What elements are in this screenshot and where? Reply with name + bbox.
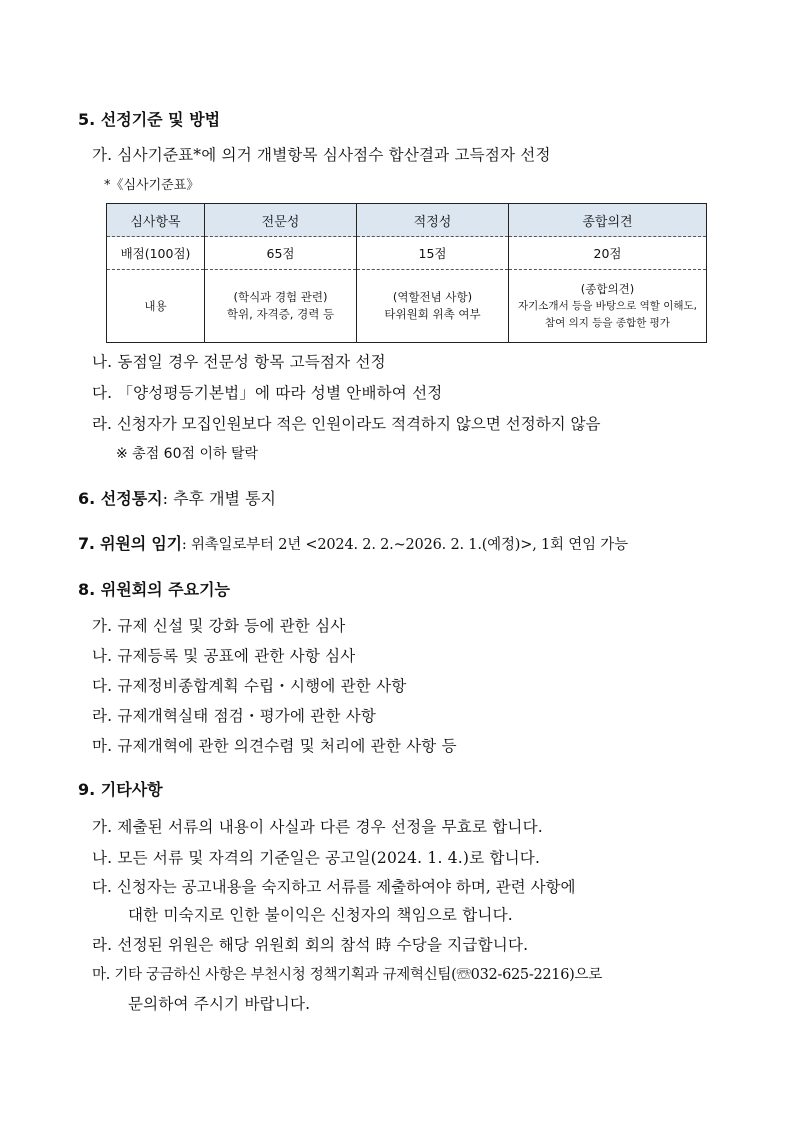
table-header-cell: 종합의견 <box>509 204 707 237</box>
table-cell: 65점 <box>205 237 357 270</box>
section-6 <box>78 489 276 509</box>
section-9-item-ga: 가. 제출된 서류의 내용이 사실과 다른 경우 선정을 무효로 합니다. <box>92 818 543 836</box>
section-9-item-ma-line1: 마. 기타 궁금하신 사항은 부천시청 정책기획과 규제혁신팀(☏032-625-2216)으로 <box>92 967 602 983</box>
table-cell: 20점 <box>509 237 707 270</box>
section-8-item: 다. 규제정비종합계획 수립・시행에 관한 사항 <box>92 677 407 695</box>
section-5-item-na: 나. 동점일 경우 전문성 항목 고득점자 선정 <box>92 353 386 371</box>
section-8-item: 라. 규제개혁실태 점검・평가에 관한 사항 <box>92 707 377 725</box>
cell-line: 자기소개서 등을 바탕으로 역할 이해도, <box>518 299 697 312</box>
section-9-item-ra: 라. 선정된 위원은 해당 위원회 회의 참석 時 수당을 지급합니다. <box>92 936 529 954</box>
table-content-row <box>107 270 707 343</box>
section-5-item-ra: 라. 신청자가 모집인원보다 적은 인원이라도 적격하지 않으면 선정하지 않음 <box>92 415 601 433</box>
section-5-item-ga: 가. 심사기준표*에 의거 개별항목 심사점수 합산결과 고득점자 선정 <box>92 146 551 164</box>
section-8-title: 8. 위원회의 주요기능 <box>78 580 230 599</box>
section-8-item: 마. 규제개혁에 관한 의견수렴 및 처리에 관한 사항 등 <box>92 737 457 755</box>
table-cell: 내용 <box>107 270 205 343</box>
table-cell-overall <box>509 270 707 343</box>
cell-line: 참여 의지 등을 종합한 평가 <box>545 316 670 329</box>
table-header-cell: 적정성 <box>357 204 509 237</box>
section-9-item-da-line2: 대한 미숙지로 인한 불이익은 신청자의 책임으로 합니다. <box>128 906 513 924</box>
section-8-item: 가. 규제 신설 및 강화 등에 관한 심사 <box>92 617 346 635</box>
table-cell-suitability <box>357 270 509 343</box>
criteria-table <box>106 203 707 343</box>
section-7-label: 7. 위원의 임기 <box>78 534 182 553</box>
section-5-note: ※ 총점 60점 이하 탈락 <box>116 446 259 462</box>
cell-line: (종합의견) <box>580 281 635 296</box>
table-score-row <box>107 237 707 270</box>
table-header-row <box>107 204 707 237</box>
section-6-label: 6. 선정통지 <box>78 489 163 508</box>
table-cell: 15점 <box>357 237 509 270</box>
table-header-cell: 전문성 <box>205 204 357 237</box>
cell-line: (학식과 경험 관련) <box>233 290 328 304</box>
table-header-cell: 심사항목 <box>107 204 205 237</box>
section-9-item-na: 나. 모든 서류 및 자격의 기준일은 공고일(2024. 1. 4.)로 합니다. <box>92 849 541 867</box>
section-5-title: 5. 선정기준 및 방법 <box>78 110 221 129</box>
section-5-item-da: 다. 「양성평등기본법」에 따라 성별 안배하여 선정 <box>92 384 443 402</box>
table-cell: 배점(100점) <box>107 237 205 270</box>
table-cell-expertise <box>205 270 357 343</box>
cell-line: 타위원회 위촉 여부 <box>384 307 481 321</box>
section-9-item-da-line1: 다. 신청자는 공고내용을 숙지하고 서류를 제출하여야 하며, 관련 사항에 <box>92 878 576 896</box>
cell-line: 학위, 자격증, 경력 등 <box>226 307 335 321</box>
criteria-table-caption: *《심사기준표》 <box>104 178 200 193</box>
section-6-text: : 추후 개별 통지 <box>162 489 276 508</box>
section-8-item: 나. 규제등록 및 공표에 관한 사항 심사 <box>92 647 356 665</box>
cell-line: (역할전념 사항) <box>392 290 473 304</box>
section-9-title: 9. 기타사항 <box>78 780 163 799</box>
section-7-text: : 위촉일로부터 2년 <2024. 2. 2.~2026. 2. 1.(예정)>, 1회 연임 가능 <box>181 537 628 553</box>
section-7 <box>78 534 628 555</box>
section-9-item-ma-line2: 문의하여 주시기 바랍니다. <box>128 995 311 1013</box>
